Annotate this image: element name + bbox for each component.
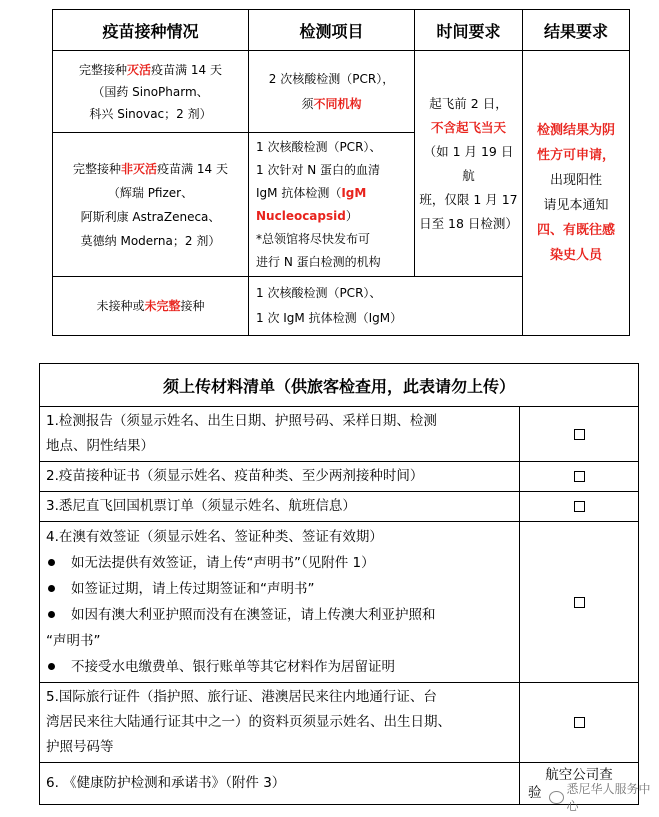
result-line4: 请见本通知 [543,198,609,213]
checkbox-2[interactable] [574,471,585,482]
checkbox-cell-5[interactable] [520,683,639,763]
row1-text: 完整接种 [79,62,128,77]
item4-bullet3-cont: “声明书” [46,633,101,649]
row2-brands-2: 阿斯利康 AstraZeneca、 [80,209,221,224]
checklist-item-4 [40,522,520,683]
result-highlight-5: 四、有既往感 [536,223,615,238]
bullet-icon [48,585,55,592]
row3-test-line1: 1 次核酸检测（PCR）、 [256,286,382,300]
row3-test-cell [249,277,523,336]
vaccination-testing-table [52,9,630,336]
bullet-icon [48,559,55,566]
row1-test-pre: 须 [301,96,314,111]
upload-checklist-table [39,363,639,805]
row3-text: 未接种或 [96,299,145,313]
row2-test-line3: IgM 抗体检测（ [256,185,342,200]
result-highlight-2: 性方可申请， [536,148,615,163]
checklist-item-2 [40,462,520,492]
checkbox-4[interactable] [574,597,585,608]
checkbox-cell-2[interactable] [520,462,639,492]
row2-text-tail: 疫苗满 14 天 [157,161,228,176]
item2-line1: 2.疫苗接种证书（须显示姓名、疫苗种类、至少两剂接种时间） [46,468,424,484]
row2-test-cell [249,133,415,277]
airline-check-line2: 验 [528,784,542,801]
time-line3: （如 1 月 19 日航 [423,143,514,183]
row1-brands-1: （国药 SinoPharm、 [92,84,209,99]
row3-highlight: 未完整 [144,299,181,313]
item4-bullet3: 如因有澳大利亚护照而没有在澳签证，请上传澳大利亚护照和 [71,607,436,623]
checkbox-5[interactable] [574,717,585,728]
row2-brands-3: 莫德纳 Moderna；2 剂） [80,233,221,248]
row1-test-highlight: 不同机构 [313,96,362,111]
item5-line2: 湾居民来往大陆通行证其中之一）的资料页须显示姓名、出生日期、 [46,714,451,730]
checkbox-cell-3[interactable] [520,492,639,522]
checkbox-3[interactable] [574,501,585,512]
item5-line3: 护照号码等 [46,739,114,755]
row2-test-line1: 1 次核酸检测（PCR）、 [256,139,382,154]
row2-test-highlight-2: Nucleocapsid [256,208,346,223]
row1-test-line1: 2 次核酸检测（PCR）， [268,71,395,86]
row3-text-tail: 接种 [180,299,205,313]
row1-vaccination-cell [53,51,249,133]
checklist-title: 须上传材料清单（供旅客检查用，此表请勿上传） [40,364,639,407]
row2-text: 完整接种 [73,161,122,176]
header-vaccination: 疫苗接种情况 [53,10,249,51]
bullet-icon [48,611,55,618]
row2-test-highlight-1: IgM [341,185,367,200]
row2-vaccination-cell [53,133,249,277]
checkbox-cell-1[interactable] [520,407,639,462]
result-highlight-1: 检测结果为阴 [536,123,615,138]
row1-test-cell [249,51,415,133]
airline-check-line1: 航空公司查 [545,766,613,783]
row1-highlight: 灭活 [127,62,152,77]
watermark-text: 悉尼华人服务中心 [566,782,651,813]
row1-text-tail: 疫苗满 14 天 [151,62,222,77]
item1-line1: 1.检测报告（须显示姓名、出生日期、护照号码、采样日期、检测 [46,413,437,429]
checklist-item-3 [40,492,520,522]
header-test-items: 检测项目 [249,10,415,51]
checklist-item-1 [40,407,520,462]
bullet-icon [48,663,55,670]
row2-test-line5: *总领馆将尽快发布可 [256,231,371,246]
row3-test-line2: 1 次 IgM 抗体检测（IgM） [256,311,403,325]
result-requirement-cell [523,51,630,336]
wechat-icon [549,791,564,804]
time-line5: 日至 18 日检测） [419,215,518,231]
item4-bullet2: 如签证过期，请上传过期签证和“声明书” [71,581,315,597]
item4-line1: 4.在澳有效签证（须显示姓名、签证种类、签证有效期） [46,529,383,545]
item3-line1: 3.悉尼直飞回国机票订单（须显示姓名、航班信息） [46,498,356,514]
row2-highlight: 非灭活 [121,161,158,176]
watermark [549,780,659,814]
result-highlight-6: 染史人员 [549,248,602,263]
time-line4: 班，仅限 1 月 17 [419,191,518,207]
header-result-requirement: 结果要求 [523,10,630,51]
row1-brands-2: 科兴 Sinovac；2 剂） [89,106,212,121]
checkbox-cell-4[interactable] [520,522,639,683]
result-line3: 出现阳性 [549,173,602,188]
row2-brands-1: （辉瑞 Pfizer、 [107,185,194,200]
header-time-requirement: 时间要求 [415,10,523,51]
row2-test-line2: 1 次针对 N 蛋白的血清 [256,162,381,177]
row2-test-line4-tail: ） [345,208,358,223]
row3-vaccination-cell [53,277,249,336]
row2-test-line6: 进行 N 蛋白检测的机构 [256,254,381,269]
time-line1: 起飞前 2 日， [429,95,508,111]
item6-line1: 6. 《健康防护检测和承诺书》（附件 3） [46,775,286,791]
checkbox-1[interactable] [574,429,585,440]
item4-bullet1: 如无法提供有效签证，请上传“声明书”（见附件 1） [71,555,375,571]
item4-bullet4: 不接受水电缴费单、银行账单等其它材料作为居留证明 [71,659,395,675]
checklist-item-5 [40,683,520,763]
time-requirement-cell [415,51,523,277]
item5-line1: 5.国际旅行证件（指护照、旅行证、港澳居民来往内地通行证、台 [46,689,437,705]
item1-line2: 地点、阴性结果） [46,438,154,454]
time-highlight: 不含起飞当天 [430,119,506,135]
checklist-item-6 [40,763,520,805]
